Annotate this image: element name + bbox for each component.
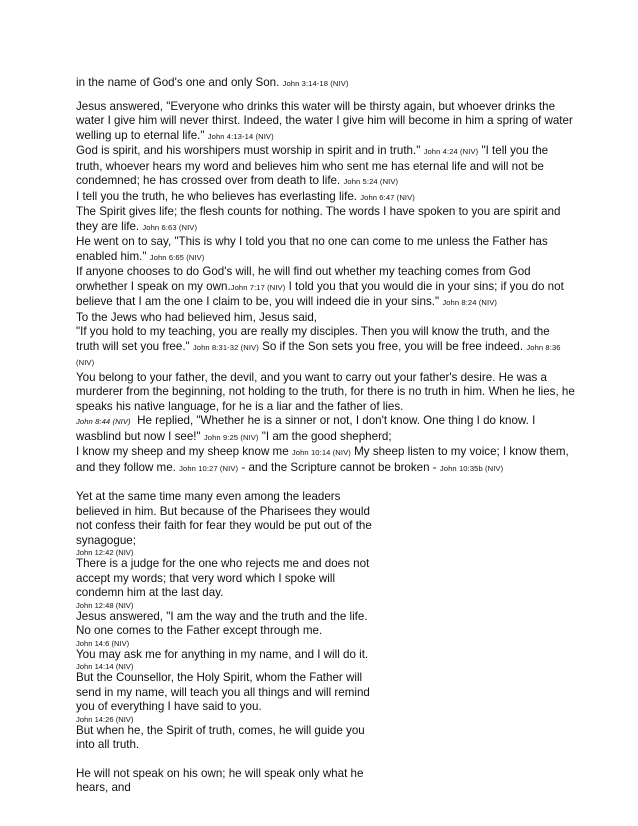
verse-block-5 [76, 205, 576, 235]
verse-block-c5 [76, 671, 376, 715]
verse-text: I know my sheep and my sheep know me [76, 445, 289, 458]
verse-reference: John 8:31-32 (NIV) [192, 342, 259, 352]
verse-text: "I am the good shepherd; [261, 429, 392, 443]
verse-text: "I tell you the truth, whoever hears my word and believes him who sent me has eternal life and will not be condemned; he has crossed over from death to life. [76, 144, 549, 187]
verse-reference: John 4:24 (NIV) [423, 147, 479, 156]
verse-text: He went on to say, "This is why I told you that no one can come to me unless the Father has enabled him." [76, 235, 548, 263]
narrow-column [76, 490, 376, 796]
verse-reference: John 8:24 (NIV) [442, 298, 497, 307]
verse-text: To the Jews who had believed him, Jesus said, [76, 310, 318, 324]
verse-reference: John 12:42 (NIV) [76, 548, 134, 557]
verse-block-c6 [76, 724, 376, 753]
verse-reference: John 14:26 (NIV) [76, 714, 134, 724]
verse-block-c4 [76, 648, 376, 663]
verse-block-c7 [76, 767, 376, 796]
verse-reference: John 3:14-18 (NIV) [282, 79, 349, 88]
verse-text: But when he, the Spirit of truth, comes, he will guide you into all truth. [76, 723, 365, 751]
verse-text: If anyone chooses to do God's will, he will find out whether my teaching comes from God orwhether I speak on my own. [76, 265, 531, 293]
verse-block-2 [76, 100, 576, 145]
verse-text: He will not speak on his own; he will speak only what he hears, and [76, 766, 364, 794]
verse-reference: John 14:6 (NIV) [76, 638, 130, 648]
verse-block-8 [76, 311, 576, 371]
verse-block-c3 [76, 610, 376, 639]
verse-text: You may ask me for anything in my name, and I will do it. [76, 647, 369, 661]
verse-reference: John 10:35b (NIV) [439, 463, 504, 473]
verse-text: - and the Scripture cannot be broken - [241, 460, 437, 474]
verse-reference: John 5:24 (NIV) [343, 177, 399, 186]
verse-text: But the Counsellor, the Holy Spirit, whom the Father will send in my name, will teach you all things and will remind you of everything I have said to you. [76, 671, 370, 713]
verse-text: So if the Son sets you free, you will be free indeed. [262, 339, 524, 353]
verse-reference: John 8:36 (NIV) [76, 342, 561, 367]
verse-reference: John 6:63 (NIV) [142, 222, 198, 232]
verse-text: The Spirit gives life; the flesh counts for nothing. The words I have spoken to you are spirit and they are life. [76, 205, 561, 233]
verse-text: in the name of God's one and only Son. [76, 76, 280, 89]
verse-reference: John 8:44 (NIV) [76, 417, 131, 426]
verse-reference: John 10:27 (NIV) [179, 463, 239, 473]
verse-reference: John 14:14 (NIV) [76, 662, 134, 671]
verse-text: God is spirit, and his worshipers must worship in spirit and in truth." [76, 144, 421, 157]
document-body [76, 76, 576, 796]
verse-text: My sheep listen to my voice; I know them, and they follow me. [76, 445, 569, 474]
verse-block-4 [76, 190, 576, 206]
verse-reference: John 10:14 (NIV) [291, 448, 351, 457]
verse-reference: John 12:48 (NIV) [76, 600, 134, 610]
verse-reference: John 4:13-14 (NIV) [207, 131, 274, 141]
verse-text: There is a judge for the one who rejects me and does not accept my words; that very word which I spoke will condemn him at the last day. [76, 557, 370, 599]
verse-block-c1 [76, 490, 376, 548]
verse-block-1 [76, 76, 576, 92]
verse-block-9 [76, 371, 576, 446]
verse-reference: John 7:17 (NIV) [230, 282, 286, 292]
verse-reference: John 6:65 (NIV) [149, 252, 205, 262]
verse-text: Jesus answered, "Everyone who drinks this water will be thirsty again, but whoever drinks the water I give him will never thirst. Indeed, the water I give him will become in him a spring of water welling up to eternal life." [76, 99, 573, 142]
verse-block-7 [76, 265, 576, 311]
verse-text: Yet at the same time many even among the leaders believed in him. But because of the Pharisees they would not confess their faith for fear they would be put out of the synagogue; [76, 490, 372, 547]
verse-block-c2 [76, 557, 376, 601]
verse-reference: John 6:47 (NIV) [360, 192, 415, 202]
verse-block-6 [76, 235, 576, 265]
verse-text: Jesus answered, "I am the way and the truth and the life. No one comes to the Father except through me. [76, 609, 368, 637]
verse-text: "If you hold to my teaching, you are really my disciples. Then you will know the truth, and the truth will set you free." [76, 325, 550, 353]
verse-block-3 [76, 144, 576, 190]
verse-text: He replied, "Whether he is a sinner or not, I don't know. One thing I do know. I wasblind but now I see!" [76, 414, 536, 443]
verse-text: You belong to your father, the devil, and you want to carry out your father's desire. He was a murderer from the beginning, not holding to the truth, for there is no truth in him. When he lies, he speaks his native language, for he is a liar and the father of lies. [76, 370, 575, 413]
verse-text: I told you that you would die in your sins; if you do not believe that I am the one I claim to be, you will indeed die in your sins." [76, 279, 564, 308]
verse-reference: John 9:25 (NIV) [203, 432, 259, 442]
verse-text: I tell you the truth, he who believes has everlasting life. [76, 189, 357, 203]
verse-block-10 [76, 445, 576, 476]
